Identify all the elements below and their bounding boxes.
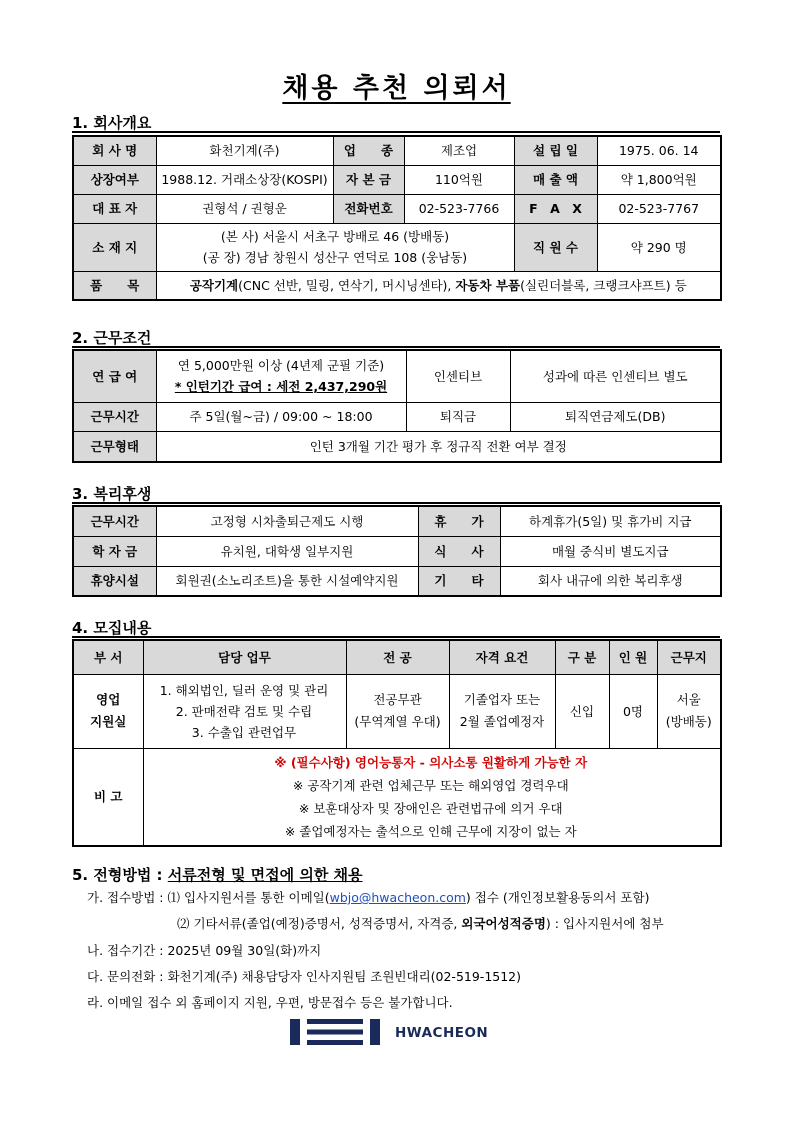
label-industry: 업 종 [333, 136, 404, 165]
value-founded: 1975. 06. 14 [597, 136, 721, 165]
label-ceo: 대 표 자 [73, 194, 156, 223]
company-overview-table [72, 135, 722, 301]
label-incentive: 인센티브 [406, 350, 510, 402]
process-item-da: 다. 문의전화 : 화천기계(주) 채용담당자 인사지원팀 조원빈대리(02-519-1512) [87, 969, 522, 984]
value-employees: 약 290 명 [597, 223, 721, 271]
label-fax: F A X [514, 194, 597, 223]
section-company-heading: 1. 회사개요 [72, 114, 152, 132]
value-vacation: 하계휴가(5일) 및 휴가비 지급 [500, 506, 721, 536]
label-listing: 상장여부 [73, 165, 156, 194]
section-welfare-heading: 3. 복리후생 [72, 485, 152, 503]
col-type: 구 분 [555, 640, 609, 674]
product-machine-tools: 공작기계 [189, 277, 239, 293]
value-fax: 02-523-7767 [597, 194, 721, 223]
work-conditions-table [72, 349, 722, 463]
value-work-hours: 주 5일(월~금) / 09:00 ~ 18:00 [156, 402, 406, 431]
dept-line-2: 지원실 [90, 714, 127, 729]
value-products [156, 271, 721, 300]
col-major: 전 공 [346, 640, 449, 674]
value-resort: 회원권(소노리조트)을 통한 시설예약지원 [156, 566, 418, 596]
value-revenue: 약 1,800억원 [597, 165, 721, 194]
col-qualification: 자격 요건 [449, 640, 555, 674]
value-listing: 1988.12. 거래소상장(KOSPI) [156, 165, 333, 194]
value-salary [156, 350, 406, 402]
recruitment-table [72, 639, 722, 847]
label-notes: 비 고 [73, 748, 143, 846]
major-line-2: (무역계열 우대) [354, 714, 441, 729]
duty-2: 2. 판매전략 검토 및 수립 [175, 703, 313, 719]
cell-duty [143, 674, 346, 748]
document-title: 채용 추천 의뢰서 [282, 73, 511, 104]
location-line-1: 서울 [676, 692, 701, 707]
salary-annual: 연 5,000만원 이상 (4년제 군필 기준) [177, 358, 385, 374]
cell-major [346, 674, 449, 748]
label-work-type: 근무형태 [73, 431, 156, 462]
cell-type: 신입 [555, 674, 609, 748]
value-flex-hours: 고정형 시차출퇴근제도 시행 [156, 506, 418, 536]
process-item-ga [87, 888, 649, 906]
note-veterans: ※ 보훈대상자 및 장애인은 관련법규에 의거 우대 [298, 800, 563, 816]
label-capital: 자 본 금 [333, 165, 404, 194]
label-salary: 연 급 여 [73, 350, 156, 402]
label-revenue: 매 출 액 [514, 165, 597, 194]
logo-wordmark: HWACHEON [395, 1025, 489, 1041]
qual-line-2: 2월 졸업예정자 [459, 714, 545, 729]
section-conditions-heading: 2. 근무조건 [72, 329, 152, 347]
process-ga2-text-2: ) : 입사지원서에 첨부 [545, 916, 664, 931]
value-other: 회사 내규에 의한 복리후생 [500, 566, 721, 596]
section-recruit-heading: 4. 모집내용 [72, 619, 152, 637]
label-tuition: 학 자 금 [73, 536, 156, 566]
label-severance: 퇴직금 [406, 402, 510, 431]
col-duty: 담당 업무 [143, 640, 346, 674]
label-phone: 전화번호 [333, 194, 404, 223]
label-products: 품 목 [73, 271, 156, 300]
label-vacation: 휴 가 [418, 506, 500, 536]
value-incentive: 성과에 따른 인센티브 별도 [510, 350, 721, 402]
note-experience: ※ 공작기계 관련 업체근무 또는 해외영업 경력우대 [292, 777, 569, 793]
note-graduates: ※ 졸업예정자는 출석으로 인해 근무에 지장이 없는 자 [284, 823, 577, 839]
address-factory: (공 장) 경남 창원시 성산구 연덕로 108 (웅남동) [202, 250, 468, 265]
cell-location [657, 674, 721, 748]
value-capital: 110억원 [404, 165, 514, 194]
value-severance: 퇴직연금제도(DB) [510, 402, 721, 431]
location-line-2: (방배동) [665, 714, 712, 729]
duty-1: 1. 해외법인, 딜러 운영 및 관리 [159, 682, 329, 698]
label-company-name: 회 사 명 [73, 136, 156, 165]
label-work-hours: 근무시간 [73, 402, 156, 431]
duty-3: 3. 수출입 관련업무 [191, 724, 297, 740]
label-other: 기 타 [418, 566, 500, 596]
value-tuition: 유치원, 대학생 일부지원 [156, 536, 418, 566]
section-divider [72, 346, 720, 348]
cell-qualification [449, 674, 555, 748]
hwacheon-logo [290, 1019, 502, 1045]
process-item-ga2 [177, 914, 664, 932]
major-line-1: 전공무관 [373, 692, 422, 707]
address-hq: (본 사) 서울시 서초구 방배로 46 (방배동) [220, 229, 450, 244]
process-ga2-text: ⑵ 기타서류(졸업(예정)증명서, 성적증명서, 자격증, [177, 916, 462, 931]
qual-line-1: 기졸업자 또는 [463, 692, 541, 707]
label-flex-hours: 근무시간 [73, 506, 156, 536]
cell-dept [73, 674, 143, 748]
process-ga-text-2: ) 접수 (개인정보활용동의서 포함) [465, 890, 650, 905]
col-dept: 부 서 [73, 640, 143, 674]
section-divider [72, 502, 720, 504]
salary-intern: * 인턴기간 급여 : 세전 2,437,290원 [174, 379, 388, 395]
process-ga2-bold: 외국어성적증명 [461, 916, 546, 931]
cell-count: 0명 [609, 674, 657, 748]
value-address [156, 223, 514, 271]
process-item-na: 나. 접수기간 : 2025년 09월 30일(화)까지 [87, 943, 322, 958]
value-company-name: 화천기계(주) [156, 136, 333, 165]
section-process-heading [72, 864, 363, 885]
section-divider [72, 636, 720, 638]
process-heading-label: 5. 전형방법 : [72, 866, 168, 884]
process-heading-detail: 서류전형 및 면접에 의한 채용 [167, 866, 363, 884]
welfare-table [72, 505, 722, 597]
process-item-ra: 라. 이메일 접수 외 홈페이지 지원, 우편, 방문접수 등은 불가합니다. [87, 995, 453, 1010]
product-machine-tools-detail: (CNC 선반, 밀링, 연삭기, 머시닝센타), [238, 277, 456, 293]
value-ceo: 권형석 / 권형운 [156, 194, 333, 223]
process-ga-text: 가. 접수방법 : ⑴ 입사지원서를 통한 이메일( [87, 890, 330, 905]
section-divider [72, 131, 720, 133]
product-auto-parts-detail: (실린더블록, 크랭크샤프트) 등 [520, 277, 687, 293]
label-meal: 식 사 [418, 536, 500, 566]
label-address: 소 재 지 [73, 223, 156, 271]
product-auto-parts: 자동차 부품 [455, 277, 521, 293]
dept-line-1: 영업 [96, 692, 121, 707]
col-location: 근무지 [657, 640, 721, 674]
note-required: ※ (필수사항) 영어능통자 - 의사소통 원활하게 가능한 자 [274, 754, 588, 770]
label-founded: 설 립 일 [514, 136, 597, 165]
label-employees: 직 원 수 [514, 223, 597, 271]
col-count: 인 원 [609, 640, 657, 674]
cell-notes [143, 748, 721, 846]
value-work-type: 인턴 3개월 기간 평가 후 정규직 전환 여부 결정 [156, 431, 721, 462]
email-link[interactable]: wbjo@hwacheon.com [329, 890, 466, 905]
value-industry: 제조업 [404, 136, 514, 165]
value-phone: 02-523-7766 [404, 194, 514, 223]
label-resort: 휴양시설 [73, 566, 156, 596]
value-meal: 매월 중식비 별도지급 [500, 536, 721, 566]
